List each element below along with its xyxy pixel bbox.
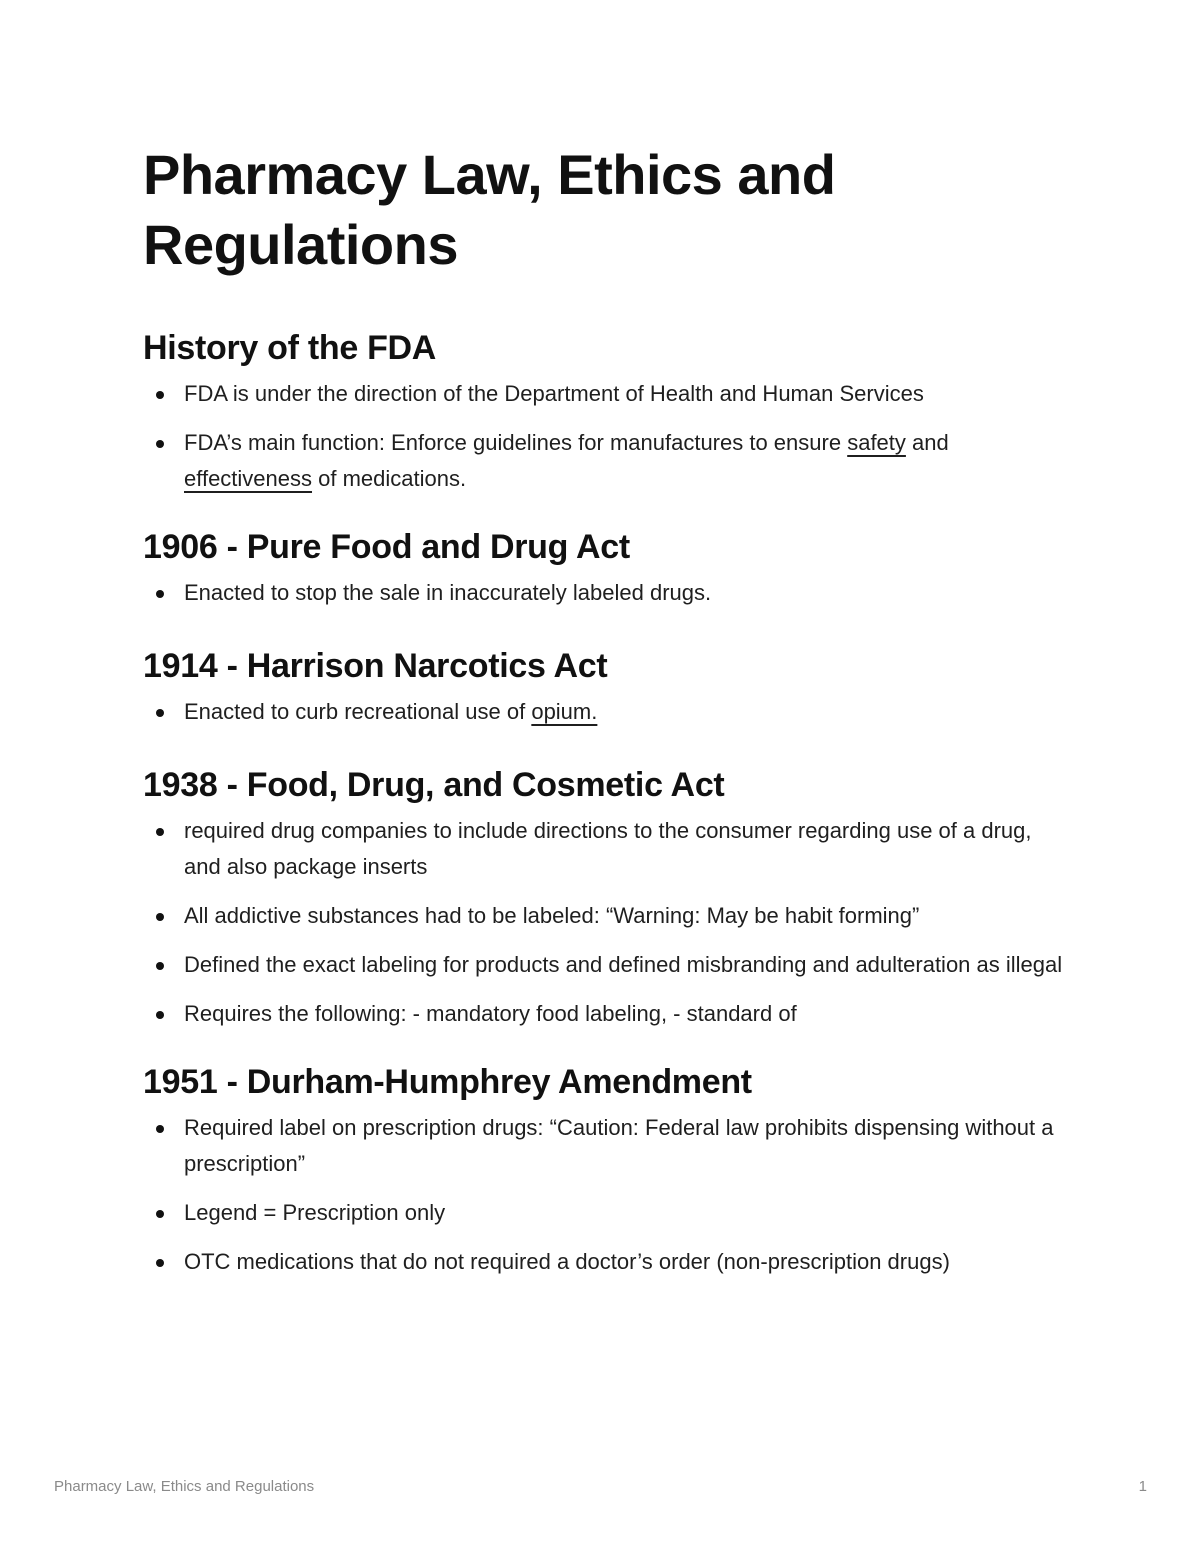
list-item: Legend = Prescription only — [143, 1195, 1063, 1231]
list-item: OTC medications that do not required a doctor’s order (non-prescription drugs) — [143, 1244, 1063, 1280]
document-page — [143, 140, 1063, 1280]
list-item-text: FDA’s main function: Enforce guidelines for manufactures to ensure — [184, 430, 848, 455]
list-item: All addictive substances had to be labeled: “Warning: May be habit forming” — [143, 898, 1063, 934]
bullet-list-1938 — [143, 813, 1063, 1032]
underlined-term-safety: safety — [847, 430, 906, 455]
list-item — [143, 425, 1063, 497]
bullet-list-1906 — [143, 575, 1063, 611]
section-heading-history-fda: History of the FDA — [143, 329, 437, 367]
bullet-list-1951 — [143, 1110, 1063, 1280]
list-item: Requires the following: - mandatory food labeling, - standard of — [143, 996, 1063, 1032]
list-item-text: of medications. — [312, 466, 467, 491]
footer-title: Pharmacy Law, Ethics and Regulations — [54, 1478, 315, 1495]
section-heading-1914: 1914 - Harrison Narcotics Act — [143, 647, 608, 685]
list-item: required drug companies to include directions to the consumer regarding use of a drug, and also package inserts — [143, 813, 1063, 885]
list-item: Enacted to stop the sale in inaccurately labeled drugs. — [143, 575, 1063, 611]
underlined-term-opium: opium. — [531, 699, 598, 724]
list-item — [143, 694, 1063, 730]
list-item: Required label on prescription drugs: “Caution: Federal law prohibits dispensing without a prescription” — [143, 1110, 1063, 1182]
section-heading-1906: 1906 - Pure Food and Drug Act — [143, 528, 630, 566]
section-heading-1938: 1938 - Food, Drug, and Cosmetic Act — [143, 766, 725, 804]
list-item-text: and — [905, 430, 949, 455]
bullet-list-history-fda — [143, 376, 1063, 497]
list-item: FDA is under the direction of the Department of Health and Human Services — [143, 376, 1063, 412]
page-title: Pharmacy Law, Ethics and Regulations — [143, 143, 836, 276]
page-number: 1 — [1138, 1478, 1147, 1495]
bullet-list-1914 — [143, 694, 1063, 730]
underlined-term-effectiveness: effectiveness — [184, 466, 313, 491]
list-item: Defined the exact labeling for products and defined misbranding and adulteration as illegal — [143, 947, 1063, 983]
section-heading-1951: 1951 - Durham-Humphrey Amendment — [143, 1063, 752, 1101]
list-item-text: Enacted to curb recreational use of — [184, 699, 532, 724]
